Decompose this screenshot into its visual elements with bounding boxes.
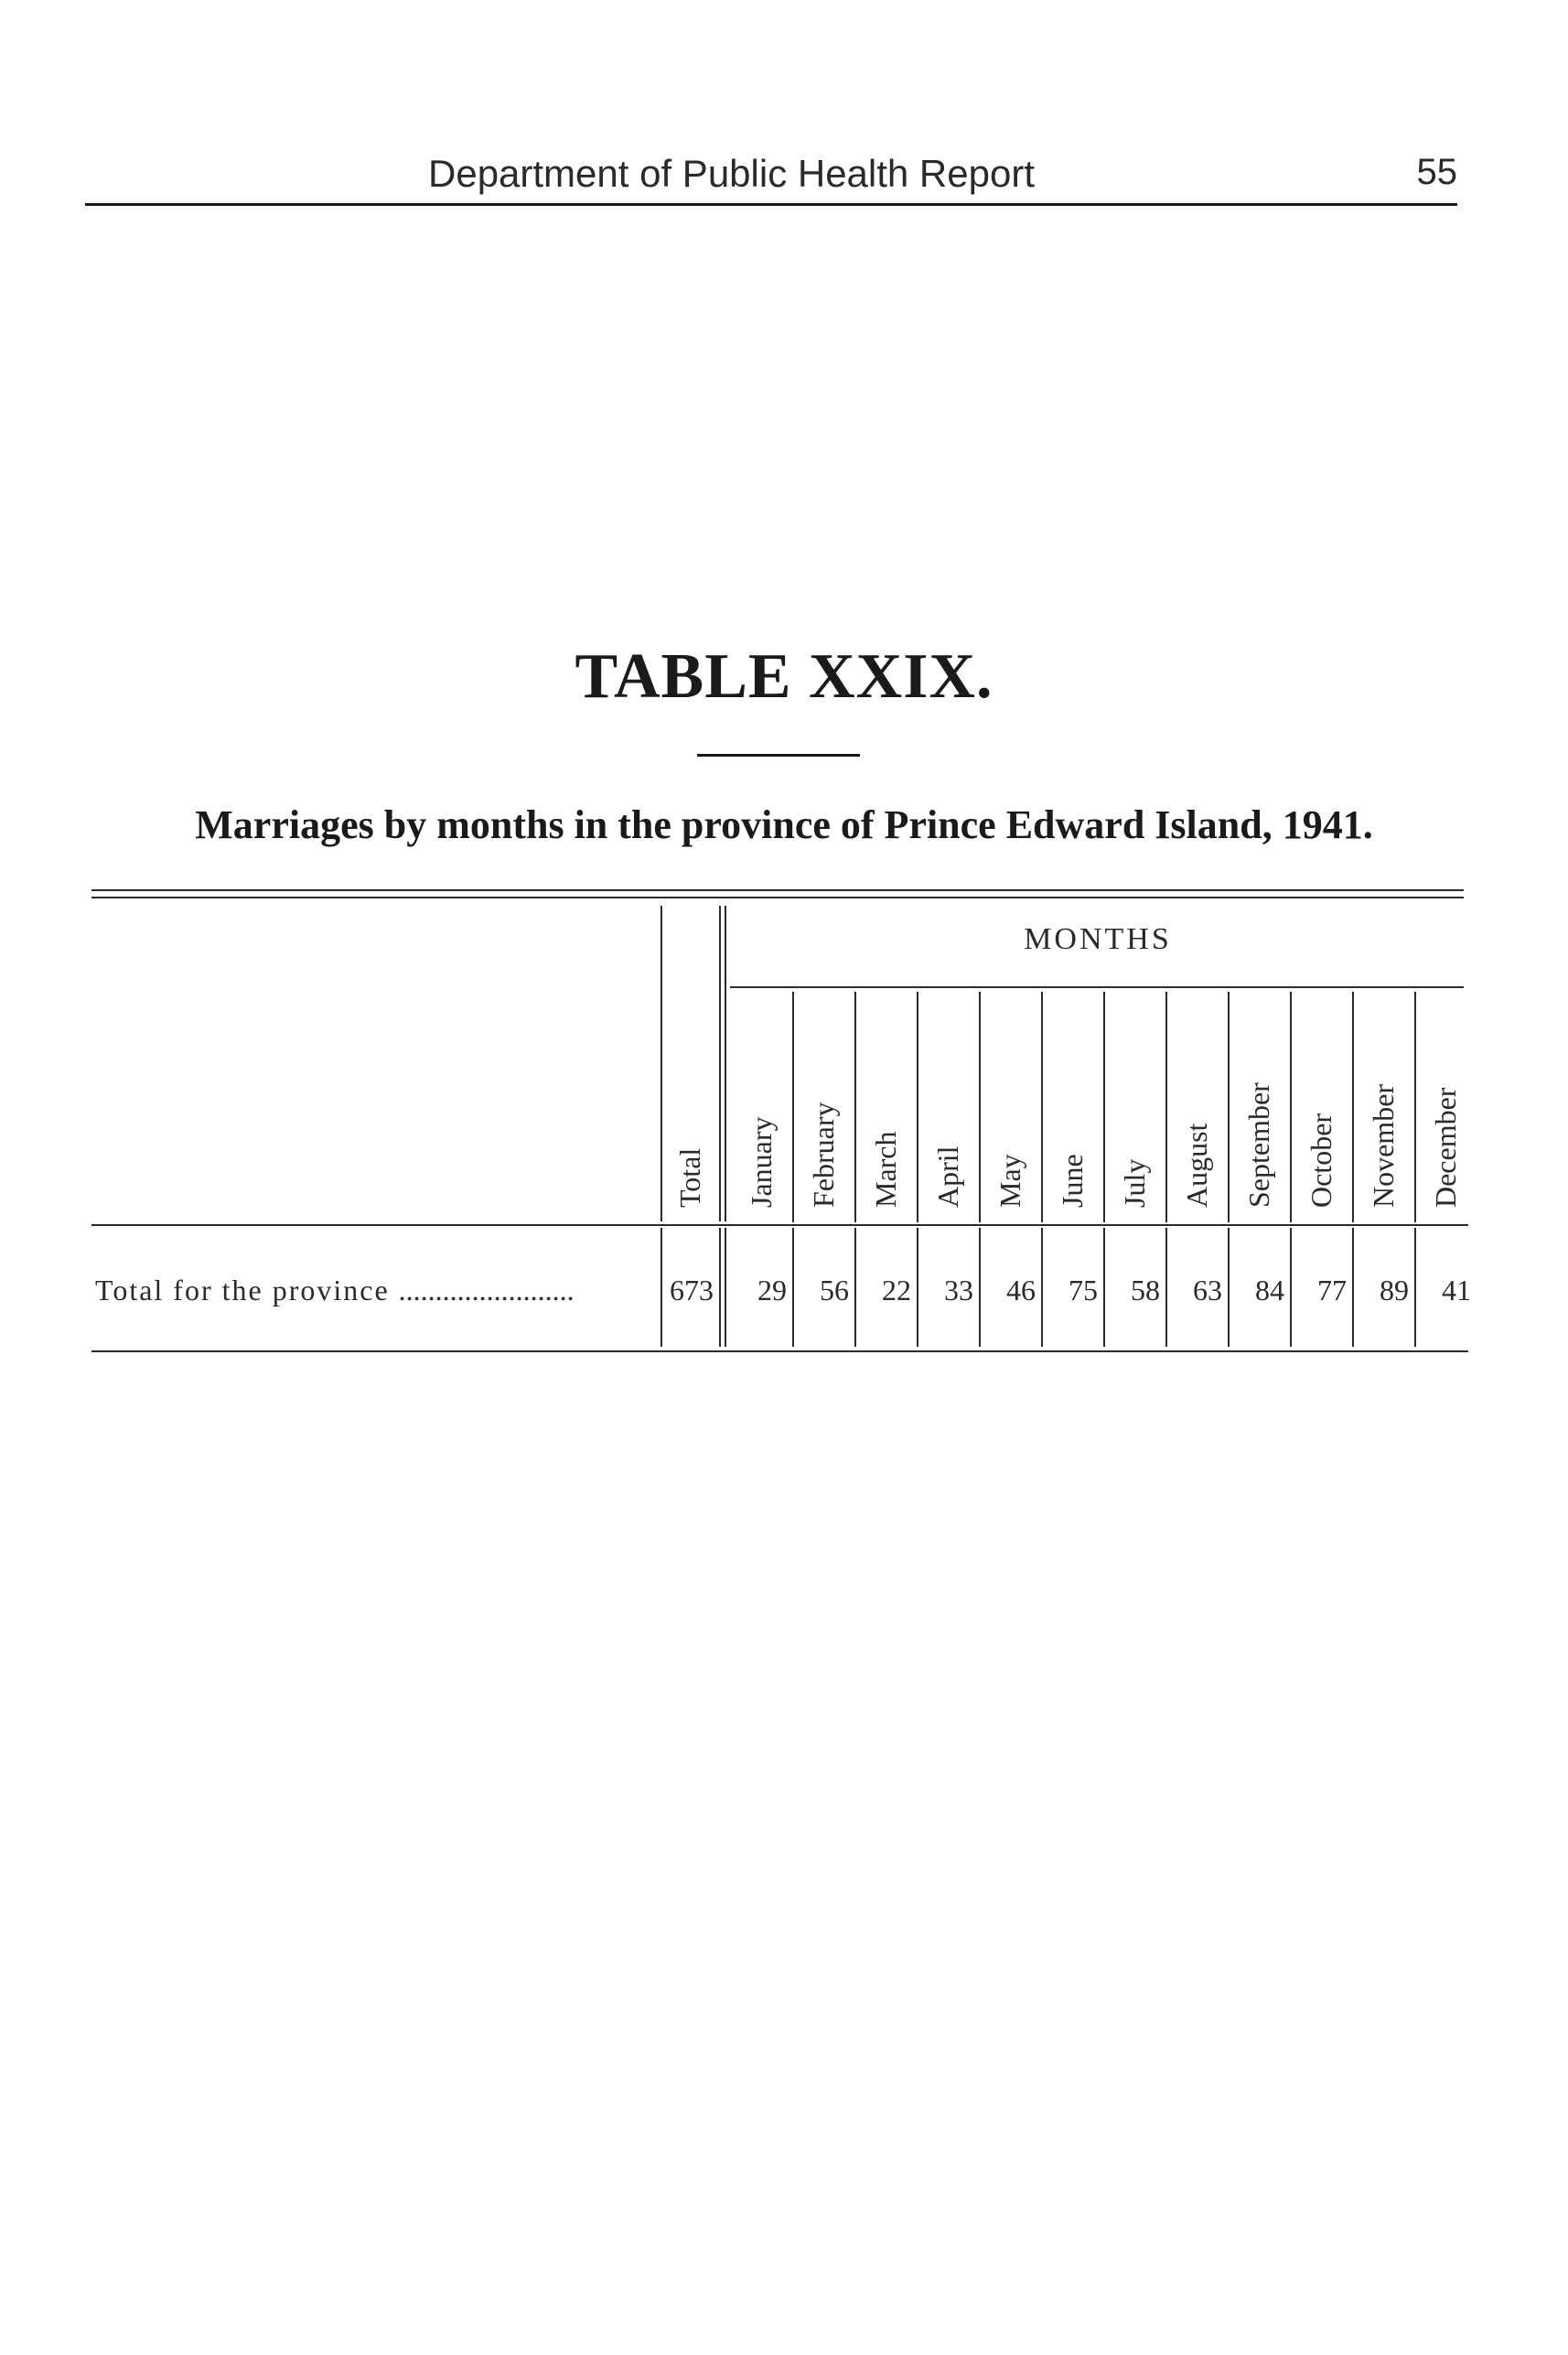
cell-may: 46 [1006, 1274, 1036, 1307]
col-rule-jan [792, 992, 794, 1222]
col-rule-nov-body [1414, 1228, 1416, 1347]
column-header-july: July [1118, 1158, 1151, 1208]
cell-august: 63 [1193, 1274, 1222, 1307]
title-rule [697, 754, 860, 757]
cell-january: 29 [757, 1274, 787, 1307]
cell-september: 84 [1255, 1274, 1284, 1307]
column-header-august: August [1180, 1123, 1213, 1208]
months-rule [730, 986, 1464, 988]
col-rule-total-a [719, 906, 721, 1221]
cell-march: 22 [882, 1274, 911, 1307]
col-rule-jun [1103, 992, 1105, 1222]
column-header-january: January [745, 1116, 778, 1208]
row-leader-dots: ........................ [398, 1274, 575, 1307]
page-number: 55 [1416, 152, 1457, 192]
col-rule-feb [854, 992, 856, 1222]
col-rule-sep [1290, 992, 1292, 1222]
col-rule-label [660, 906, 662, 1221]
cell-november: 89 [1380, 1274, 1409, 1307]
table-caption: Marriages by months in the province of Prince Edward Island, 1941. [195, 802, 1373, 847]
row-label [95, 1274, 575, 1307]
table-bottom-rule [91, 1350, 1468, 1352]
column-header-april: April [931, 1145, 964, 1208]
col-rule-oct [1352, 992, 1354, 1222]
cell-december: 41 [1442, 1274, 1471, 1307]
months-group-header: MONTHS [1024, 922, 1172, 956]
cell-total: 673 [670, 1274, 714, 1307]
col-rule-aug [1228, 992, 1230, 1222]
row-label-text: Total for the province [95, 1274, 390, 1307]
column-header-october: October [1305, 1113, 1337, 1208]
top-rule-1 [91, 889, 1464, 891]
column-header-total: Total [673, 1147, 706, 1208]
col-rule-total-b-body [725, 1228, 726, 1347]
column-header-may: May [993, 1154, 1026, 1208]
column-header-june: June [1056, 1154, 1089, 1208]
col-rule-total-a-body [719, 1228, 721, 1347]
header-bottom-rule [91, 1224, 1468, 1226]
table-title: TABLE XXIX. [575, 641, 993, 712]
col-rule-total-b [725, 906, 726, 1221]
col-rule-mar [917, 992, 918, 1222]
cell-february: 56 [820, 1274, 849, 1307]
column-header-december: December [1429, 1087, 1462, 1208]
running-head [85, 146, 1457, 206]
cell-april: 33 [944, 1274, 973, 1307]
col-rule-apr [979, 992, 981, 1222]
column-header-february: February [807, 1102, 840, 1208]
cell-october: 77 [1317, 1274, 1347, 1307]
cell-june: 75 [1069, 1274, 1098, 1307]
running-title: Department of Public Health Report [428, 152, 1035, 195]
col-rule-jul [1165, 992, 1167, 1222]
column-header-november: November [1367, 1083, 1400, 1208]
col-rule-may [1041, 992, 1043, 1222]
top-rule-2 [91, 897, 1464, 898]
cell-july: 58 [1131, 1274, 1160, 1307]
col-rule-nov [1414, 992, 1416, 1222]
column-header-september: September [1242, 1082, 1275, 1208]
column-header-march: March [869, 1131, 902, 1208]
